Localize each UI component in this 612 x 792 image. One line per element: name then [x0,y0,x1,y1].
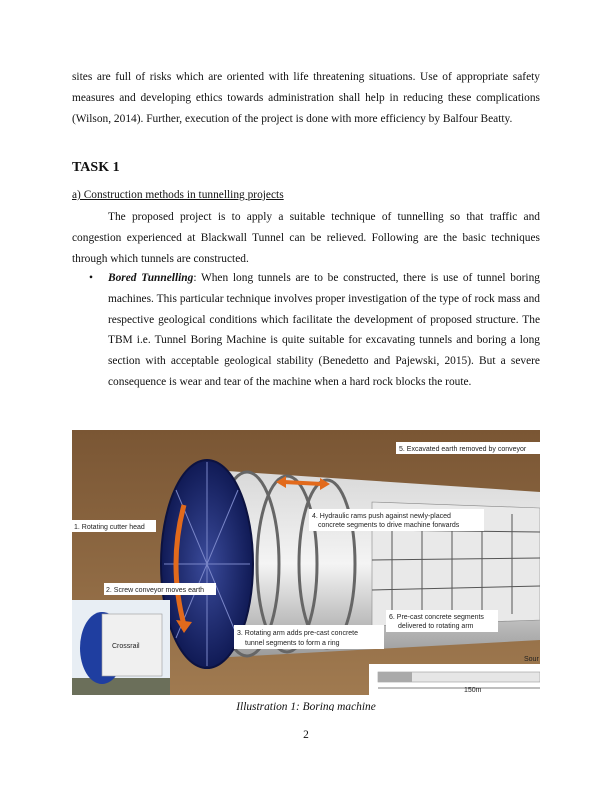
section-paragraph: The proposed project is to apply a suitable technique of tunnelling so that traffic and congestion experienced at Blackwall Tunnel can be relieved. Following are the basic techniques through which tunnels are constructed. [72,211,540,265]
page-number: 2 [303,729,309,741]
bullet-icon: • [89,272,93,284]
svg-text:delivered to rotating arm: delivered to rotating arm [398,623,474,630]
label-rotating-arm [234,625,384,649]
label-cutter-head [72,520,156,532]
svg-text:1. Rotating cutter head: 1. Rotating cutter head [74,524,145,531]
bullet-term: Bored Tunnelling [108,272,194,284]
crossrail-logo: Crossrail [112,643,140,650]
label-excavated-earth [396,442,540,454]
svg-text:4. Hydraulic rams push against: 4. Hydraulic rams push against newly-placed [312,513,451,520]
scale-bar [369,664,540,695]
figure-caption: Illustration 1: Boring machine [236,701,376,711]
svg-text:5. Excavated earth removed by: 5. Excavated earth removed by conveyor [399,446,527,453]
intro-paragraph: sites are full of risks which are oriented with life threatening situations. Use of appropriate safety measures and developing ethics towards administration shall help in reducing these complications (Wilson, 2014). Further, execution of the project is done with more efficiency by Balfour Beatty. [72,71,540,125]
svg-text:2. Screw conveyor moves earth: 2. Screw conveyor moves earth [106,587,205,594]
tbm-illustration [72,430,540,695]
scale-label: 150m [464,687,482,694]
tbm-figure [72,430,540,695]
svg-text:concrete segments to drive mac: concrete segments to drive machine forwards [318,522,460,529]
label-precast-segments [386,610,498,632]
svg-text:6. Pre-cast concrete segments: 6. Pre-cast concrete segments [389,614,484,621]
bullet-text: : When long tunnels are to be constructed, there is use of tunnel boring machines. This particular technique involves proper investigation of the type of rock mass and respective geological conditions which facilitate the development of proposed structure. The TBM i.e. Tunnel Boring Machine is quite suitable for excavating tunnels and boring a long section with acceptable geological stability (Benedetto and Pajewski, 2015). But a severe consequence is wear and tear of the machine when a hard rock blocks the route. [108,272,540,388]
section-heading: a) Construction methods in tunnelling projects [72,189,284,201]
svg-text:tunnel segments to form a ring: tunnel segments to form a ring [245,640,340,647]
label-hydraulic-rams [309,509,484,531]
label-screw-conveyor [104,583,216,595]
svg-text:3. Rotating arm adds pre-cast: 3. Rotating arm adds pre-cast concrete [237,630,359,637]
task-heading: TASK 1 [72,160,120,175]
source-label: Sour [524,656,539,663]
bullet-item-bored-tunnelling [89,268,540,393]
